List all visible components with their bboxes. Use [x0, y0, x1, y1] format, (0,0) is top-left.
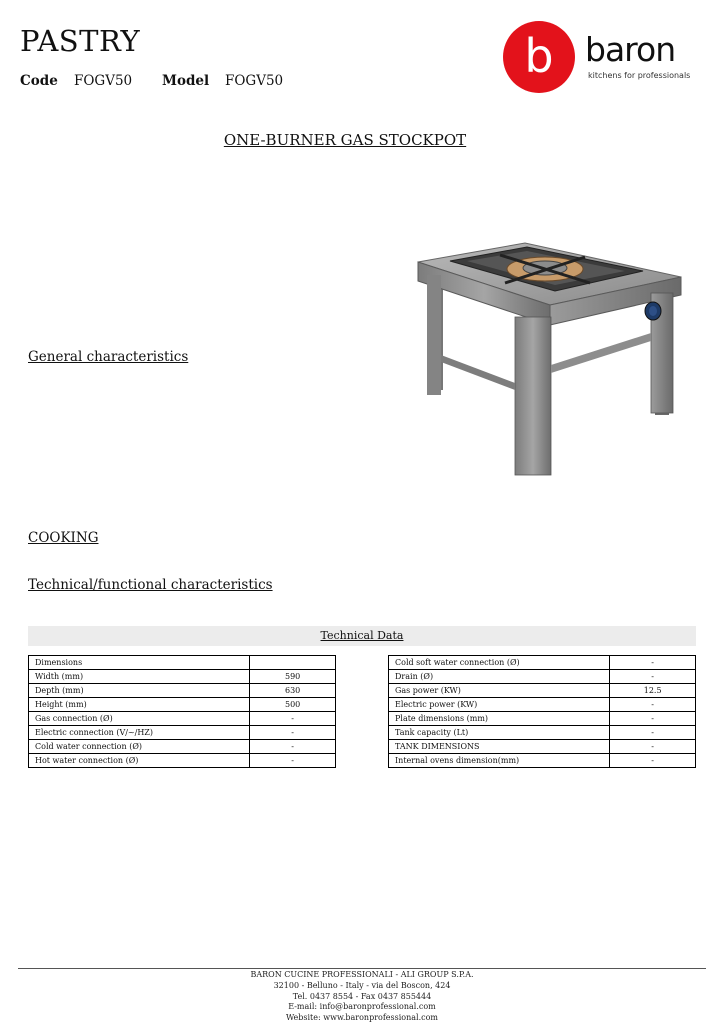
product-heading: ONE-BURNER GAS STOCKPOT [223, 131, 467, 149]
spec-value: - [250, 740, 336, 754]
model-value: FOGV50 [225, 73, 284, 89]
footer-website: Website: www.baronprofessional.com [285, 1013, 439, 1023]
technical-data-title: Technical Data [320, 629, 404, 642]
code-model-row [20, 73, 283, 89]
spec-value: - [250, 726, 336, 740]
page-title: PASTRY [20, 24, 141, 58]
spec-value: 590 [250, 670, 336, 684]
spec-label: Internal ovens dimension(mm) [389, 754, 610, 768]
spec-label: Hot water connection (Ø) [29, 754, 250, 768]
spec-value: - [610, 698, 696, 712]
spec-label: Electric connection (V/~/HZ) [29, 726, 250, 740]
spec-value: 12.5 [610, 684, 696, 698]
table-row [29, 712, 336, 726]
general-characteristics-label: General characteristics [28, 349, 189, 365]
stockpot-illustration [405, 205, 695, 490]
spec-label: Cold soft water connection (Ø) [389, 656, 610, 670]
spec-value: - [610, 740, 696, 754]
spec-label: Gas power (KW) [389, 684, 610, 698]
table-row [389, 740, 696, 754]
spec-value: - [250, 754, 336, 768]
spec-label: Width (mm) [29, 670, 250, 684]
baron-logo [503, 18, 691, 90]
spec-value: - [610, 726, 696, 740]
technical-data-header [28, 626, 696, 646]
footer-divider [18, 968, 706, 969]
table-row [389, 684, 696, 698]
table-row [29, 698, 336, 712]
spec-value: - [610, 712, 696, 726]
spec-label: Gas connection (Ø) [29, 712, 250, 726]
table-row [389, 670, 696, 684]
spec-value: 500 [250, 698, 336, 712]
spec-label: Tank capacity (Lt) [389, 726, 610, 740]
cooking-label: COOKING [28, 530, 99, 546]
model-label: Model [162, 73, 210, 89]
spec-label: Drain (Ø) [389, 670, 610, 684]
footer-address: 32100 - Belluno - Italy - via del Boscon, 424 [273, 980, 451, 990]
product-image [405, 205, 695, 490]
spec-label: Height (mm) [29, 698, 250, 712]
spec-value [250, 656, 336, 670]
logo-wordmark: baron [585, 30, 676, 69]
footer-phone: Tel. 0437 8554 - Fax 0437 855444 [292, 991, 432, 1001]
code-value: FOGV50 [74, 73, 133, 89]
logo-tagline: kitchens for professionals [588, 71, 691, 80]
footer [0, 970, 724, 1024]
code-label: Code [20, 73, 58, 89]
spec-label: Cold water connection (Ø) [29, 740, 250, 754]
technical-table-left [28, 655, 336, 768]
technical-characteristics-label: Technical/functional characteristics [28, 577, 273, 593]
logo-letter: b [524, 29, 554, 83]
table-row [389, 712, 696, 726]
technical-table-right [388, 655, 696, 768]
spec-value: 630 [250, 684, 336, 698]
table-row [29, 754, 336, 768]
spec-label: Dimensions [29, 656, 250, 670]
spec-label: Plate dimensions (mm) [389, 712, 610, 726]
spec-value: - [610, 656, 696, 670]
spec-value: - [250, 712, 336, 726]
table-row [29, 656, 336, 670]
table-row [389, 698, 696, 712]
spec-label: Electric power (KW) [389, 698, 610, 712]
table-row [29, 726, 336, 740]
table-row [29, 684, 336, 698]
table-row [29, 670, 336, 684]
table-row [29, 740, 336, 754]
footer-company: BARON CUCINE PROFESSIONALI - ALI GROUP S.P.A. [250, 970, 474, 979]
spec-value: - [610, 670, 696, 684]
table-row [389, 726, 696, 740]
spec-label: Depth (mm) [29, 684, 250, 698]
logo-circle [503, 21, 575, 93]
spec-value: - [610, 754, 696, 768]
spec-label: TANK DIMENSIONS [389, 740, 610, 754]
table-row [389, 754, 696, 768]
footer-email: E-mail: info@baronprofessional.com [288, 1002, 436, 1012]
table-row [389, 656, 696, 670]
